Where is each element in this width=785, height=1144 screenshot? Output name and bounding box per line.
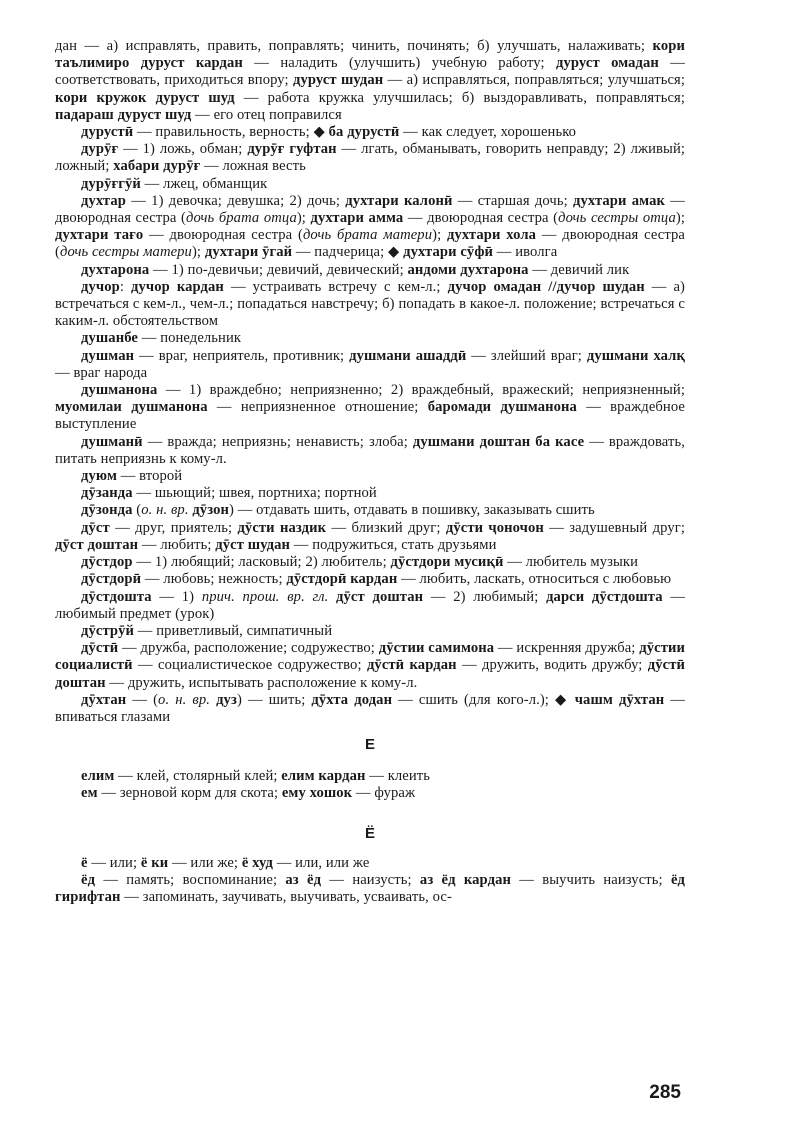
definition-text: — лжец, обманщик: [140, 175, 268, 192]
definition-text: — старшая дочь;: [452, 192, 574, 209]
headword: дурӯғгӯй: [81, 175, 141, 192]
definition-text: );: [191, 244, 205, 261]
dictionary-entry: [55, 279, 685, 331]
headword: дурӯғ гуфтан: [247, 141, 337, 158]
definition-text: — память; воспоминание;: [95, 871, 286, 888]
headword: духтари сӯфӣ: [403, 244, 494, 261]
definition-text: (: [132, 502, 142, 519]
headword: дӯстдорӣ: [81, 571, 142, 588]
headword: душманӣ: [81, 433, 143, 450]
dictionary-entry: [55, 38, 685, 124]
headword: душмани доштан ба касе: [412, 433, 585, 450]
definition-text: — клей, столярный клей;: [114, 768, 282, 785]
headword: дӯсти наздик: [237, 519, 327, 536]
definition-text: — любить;: [138, 536, 216, 553]
dictionary-entry: [55, 193, 685, 262]
dictionary-entry: [55, 434, 685, 468]
headword: дӯзон: [192, 502, 229, 519]
definition-text: — приветливый, симпатичный: [134, 622, 333, 639]
headword: духтари хола: [447, 227, 537, 244]
definition-text: — впиваться глазами: [55, 691, 686, 725]
headword: дӯстдор: [81, 554, 133, 571]
definition-text: — социалистическое содружество;: [132, 657, 367, 674]
grammar-note: дочь брата матери: [302, 227, 433, 244]
dictionary-page: [55, 38, 685, 906]
headword: ё: [81, 854, 88, 871]
headword: чашм дӯхтан: [574, 691, 665, 708]
definition-text: — клеить: [365, 768, 431, 785]
headword: дӯстӣ доштан: [55, 657, 685, 691]
definition-text: — дружить, водить дружбу;: [456, 657, 648, 674]
headword: духтарона: [81, 261, 150, 278]
definition-text: — выучить наизусть;: [510, 871, 671, 888]
headword: дарси дӯстдошта: [546, 588, 663, 605]
headword: дӯзонда: [81, 502, 133, 519]
definition-text: — ложная весть: [200, 158, 306, 175]
definition-text: — дружить, испытывать расположение к кому-л.: [105, 674, 418, 691]
definition-text: — устраивать встречу с кем-л.;: [223, 278, 448, 295]
dictionary-entry: [55, 692, 685, 726]
entries-block-e: [55, 768, 685, 802]
headword: дӯстрӯй: [81, 622, 135, 639]
headword: дурустӣ: [81, 124, 134, 141]
definition-text: — сшить (для кого-л.); ◆: [392, 691, 575, 708]
definition-text: — понедельник: [138, 330, 242, 347]
dictionary-entry: [55, 768, 685, 785]
definition-text: — лгать, обманывать, говорить неправду; 2) лживый; ложный;: [55, 141, 686, 175]
definition-text: — 1) девочка; девушка; 2) дочь;: [125, 192, 346, 209]
headword: духтари калонӣ: [345, 192, 453, 209]
headword: дӯстдорӣ кардан: [286, 571, 398, 588]
definition-text: — 1) по-девичьи; девичий, девический;: [149, 261, 408, 278]
definition-text: — запоминать, заучивать, выучивать, усваивать, ос-: [120, 888, 452, 905]
headword: ё ки: [140, 854, 169, 871]
definition-text: — задушевный друг;: [543, 519, 685, 536]
definition-text: — враждовать, питать неприязнь к кому-л.: [55, 433, 685, 467]
definition-text: );: [296, 210, 311, 227]
headword: елим кардан: [281, 768, 366, 785]
headword: душанбе: [81, 330, 138, 347]
entries-block-yo: [55, 855, 685, 907]
definition-text: — любовь; нежность;: [141, 571, 287, 588]
definition-text: — соответствовать, приходиться впору;: [55, 55, 685, 89]
headword: аз ёд: [285, 871, 322, 888]
headword: дӯхтан: [81, 691, 127, 708]
definition-text: — а) встречаться с кем-л., чем-л.; попадаться навстречу; б) попадать в какое-л. положение; встречаться с каким-л. обстоятельством: [55, 278, 685, 330]
section-letter-e: Е: [364, 736, 375, 754]
definition-text: — его отец поправился: [191, 106, 342, 123]
headword: падараш дуруст шуд: [55, 106, 192, 123]
dictionary-entry: [55, 176, 685, 193]
definition-text: — неприязненное отношение;: [207, 399, 428, 416]
dictionary-entry: [55, 640, 685, 692]
dictionary-entry: [55, 520, 685, 554]
headword: дӯстии самимона: [378, 640, 495, 657]
definition-text: — вражда; неприязнь; ненависть; злоба;: [142, 433, 413, 450]
definition-text: — правильность, верность; ◆: [133, 124, 329, 141]
headword: душмани ашаддӣ: [349, 347, 467, 364]
headword: ёд гирифтан: [55, 871, 686, 905]
headword: дӯстӣ кардан: [366, 657, 457, 674]
dictionary-entry: [55, 262, 685, 279]
grammar-note: о. н. вр.: [141, 502, 189, 519]
definition-text: — любитель музыки: [503, 554, 639, 571]
headword: духтари ӯгай: [204, 244, 293, 261]
dictionary-entry: [55, 485, 685, 502]
headword: ем: [81, 785, 98, 802]
definition-text: — 2) любимый;: [423, 588, 547, 605]
headword: дӯстдори мусиқӣ: [390, 554, 504, 571]
definition-text: — враг народа: [55, 364, 148, 381]
dictionary-entry: [55, 623, 685, 640]
dictionary-entry: [55, 589, 685, 623]
definition-text: ) — шить;: [236, 691, 312, 708]
definition-text: — 1) враждебно; неприязненно; 2) враждебный, вражеский; неприязненный;: [157, 382, 685, 399]
definition-text: — подружиться, стать друзьями: [290, 536, 497, 553]
dictionary-entry: [55, 785, 685, 802]
headword: ба дурустӣ: [328, 124, 400, 141]
grammar-note: прич. прош. вр. гл.: [201, 588, 329, 605]
entries-block-d: [55, 38, 685, 726]
grammar-note: дочь сестры отца: [558, 210, 676, 227]
definition-text: — любить, ласкать, относиться с любовью: [397, 571, 672, 588]
headword: духтари тағо: [55, 227, 144, 244]
headword: дуруст шудан: [292, 72, 384, 89]
headword: аз ёд кардан: [419, 871, 511, 888]
headword: ёд: [81, 871, 96, 888]
definition-text: — наизусть;: [321, 871, 420, 888]
headword: дучор омадан //дучор шудан: [447, 278, 645, 295]
grammar-note: дочь брата отца: [185, 210, 297, 227]
headword: духтари амма: [310, 210, 404, 227]
headword: муомилаи душманона: [55, 399, 208, 416]
definition-text: — искренняя дружба;: [494, 640, 640, 657]
headword: елим: [81, 768, 115, 785]
definition-text: — падчерица; ◆: [292, 244, 404, 261]
definition-text: — двоюродная сестра (: [55, 192, 685, 227]
headword: дуюм: [81, 468, 117, 485]
definition-text: — двоюродная сестра (: [55, 227, 685, 261]
headword: дуз: [216, 691, 237, 708]
headword: дӯсти ҷоночон: [445, 519, 544, 536]
headword: душман: [81, 347, 135, 364]
headword: дӯст: [81, 519, 110, 536]
definition-text: — или;: [87, 854, 141, 871]
definition-text: [328, 589, 336, 605]
dictionary-entry: [55, 468, 685, 485]
definition-text: — (: [126, 691, 159, 708]
definition-text: — любимый предмет (урок): [55, 588, 686, 622]
dictionary-entry: [55, 502, 685, 519]
headword: дӯзанда: [81, 485, 133, 502]
headword: ему хошок: [281, 785, 353, 802]
definition-text: — 1) любящий; ласковый; 2) любитель;: [132, 554, 391, 571]
headword: дӯстии социалистӣ: [55, 640, 686, 674]
definition-text: — или, или же: [272, 854, 370, 871]
definition-text: — двоюродная сестра (: [143, 227, 303, 244]
headword: дуруст омадан: [556, 55, 659, 72]
headword: духтар: [81, 192, 126, 209]
headword: дӯхта додан: [311, 691, 393, 708]
dictionary-entry: [55, 330, 685, 347]
headword: ё худ: [241, 854, 273, 871]
definition-text: — зерновой корм для скота;: [97, 785, 282, 802]
dictionary-entry: [55, 571, 685, 588]
definition-text: — девичий лик: [528, 261, 630, 278]
definition-text: — работа кружка улучшилась; б) выздоравливать, поправляться;: [234, 89, 685, 106]
headword: духтари амак: [573, 192, 666, 209]
headword: душмани халқ: [586, 347, 685, 364]
definition-text: — или же;: [168, 854, 242, 871]
grammar-note: о. н. вр.: [158, 691, 210, 708]
definition-text: — иволга: [493, 244, 558, 261]
definition-text: дан — а) исправлять, править, поправлять; чинить, починять; б) улучшать, налаживать;: [55, 38, 653, 54]
definition-text: — враждебное выступление: [55, 399, 685, 433]
definition-text: — враг, неприятель, противник;: [134, 347, 350, 364]
definition-text: );: [675, 210, 685, 227]
definition-text: — друг, приятель;: [109, 519, 238, 536]
definition-text: — 1) ложь, обман;: [118, 141, 248, 158]
section-letter-yo: Ё: [364, 824, 376, 842]
headword: кори таълимиро дуруст кардан: [55, 38, 685, 72]
headword: дурӯғ: [81, 141, 119, 158]
definition-text: — второй: [116, 468, 183, 485]
definition-text: — наладить (улучшить) учебную работу;: [242, 55, 557, 72]
definition-text: — двоюродная сестра (: [403, 210, 559, 227]
headword: андоми духтарона: [407, 261, 529, 278]
headword: дӯст доштан: [336, 588, 424, 605]
definition-text: — 1): [151, 588, 202, 605]
dictionary-entry: [55, 382, 685, 434]
definition-text: :: [119, 278, 131, 295]
dictionary-entry: [55, 348, 685, 382]
definition-text: — близкий друг;: [326, 519, 446, 536]
definition-text: — а) исправляться, поправляться; улучшаться;: [383, 72, 686, 89]
headword: баромади душманона: [427, 399, 577, 416]
headword: дӯстӣ: [81, 640, 119, 657]
page-number: 285: [649, 1082, 681, 1103]
headword: дучор кардан: [131, 278, 224, 295]
definition-text: — как следует, хорошенько: [399, 124, 577, 141]
dictionary-entry: [55, 554, 685, 571]
headword: дучор: [81, 278, 120, 295]
definition-text: — фураж: [352, 785, 416, 802]
definition-text: — злейший враг;: [466, 347, 587, 364]
dictionary-entry: [55, 855, 685, 872]
dictionary-entry: [55, 872, 685, 906]
dictionary-entry: [55, 124, 685, 141]
headword: хабари дурӯғ: [113, 158, 201, 175]
headword: дӯст доштан: [55, 536, 139, 553]
headword: кори кружок дуруст шуд: [55, 89, 235, 106]
definition-text: ) — отдавать шить, отдавать в пошивку, заказывать сшить: [229, 502, 595, 519]
dictionary-entry: [55, 141, 685, 175]
definition-text: — шьющий; швея, портниха; портной: [132, 485, 377, 502]
headword: дӯстдошта: [81, 588, 152, 605]
definition-text: — дружба, расположение; содружество;: [118, 640, 379, 657]
definition-text: );: [432, 227, 448, 244]
headword: душманона: [81, 382, 158, 399]
headword: дӯст шудан: [215, 536, 291, 553]
grammar-note: дочь сестры матери: [59, 244, 192, 261]
